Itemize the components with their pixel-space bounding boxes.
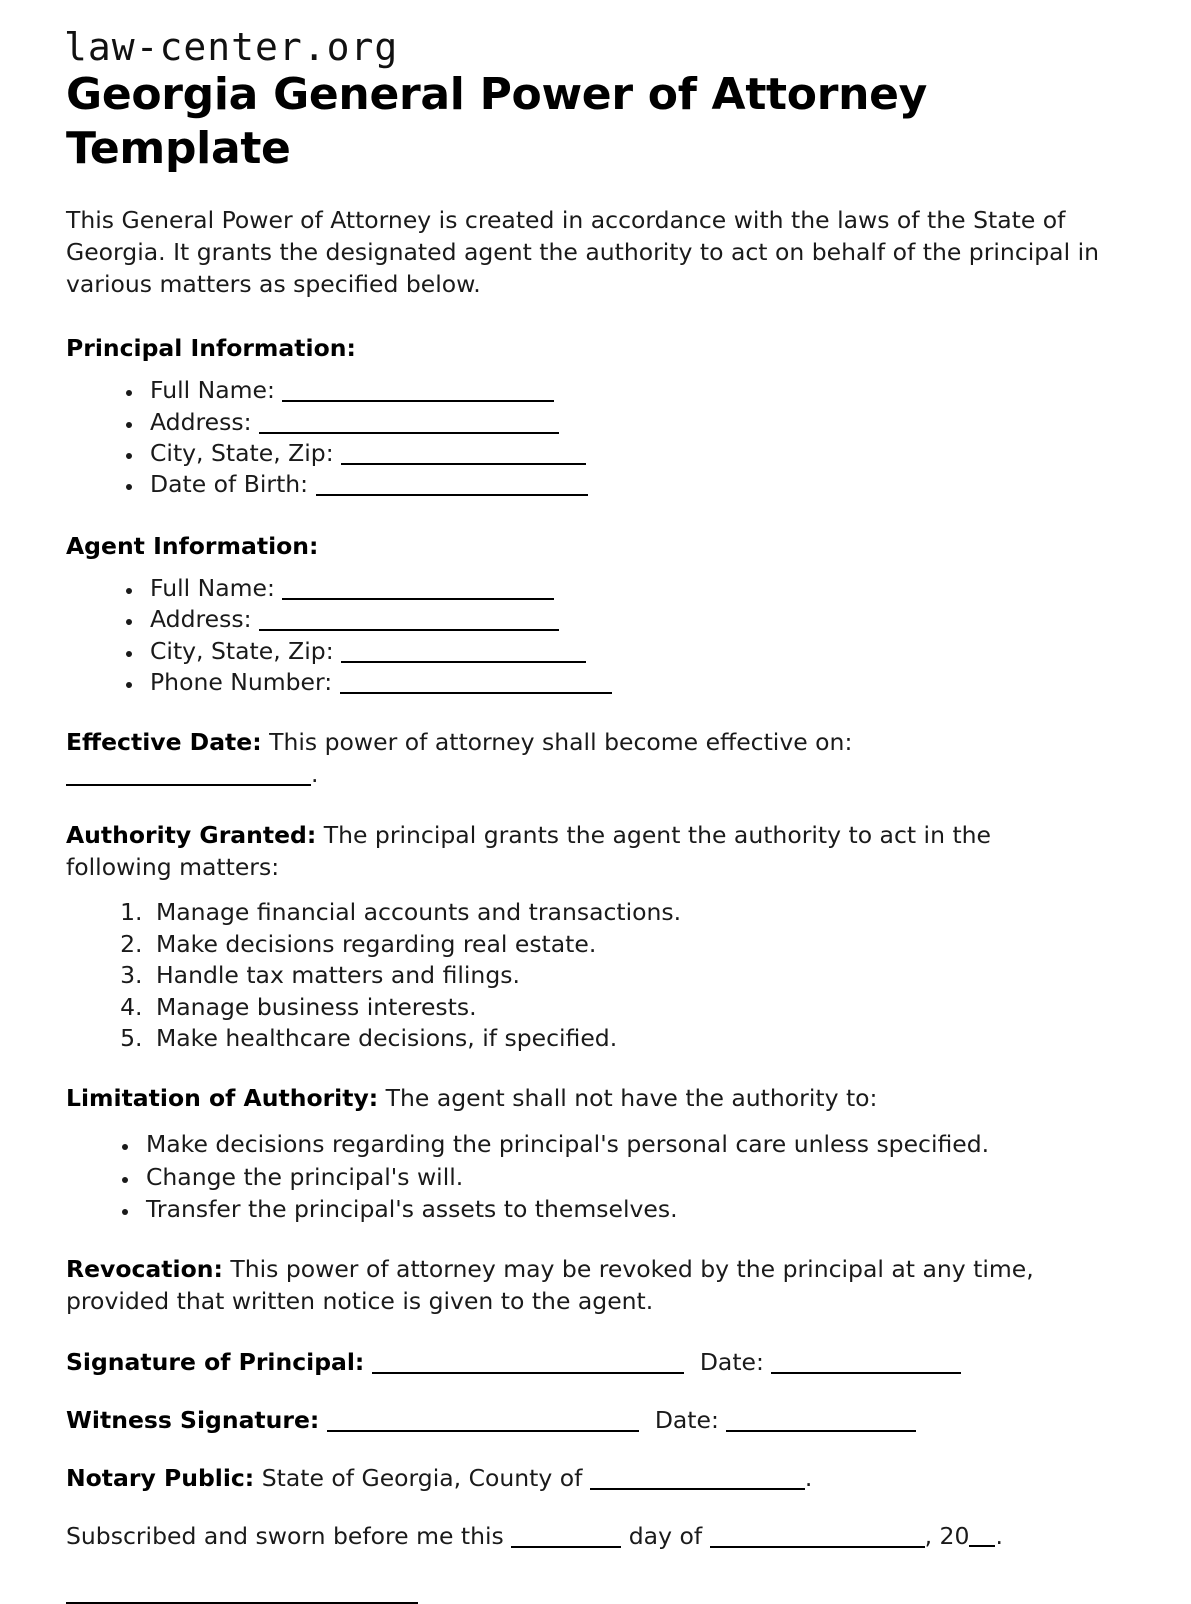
- site-name: law-center.org: [64, 25, 399, 69]
- sworn-prefix-text: Subscribed and sworn before me this: [66, 1521, 504, 1550]
- list-item: • Make decisions regarding the principal's personal care unless specified.: [140, 1130, 1121, 1158]
- city-state-zip-blank[interactable]: [341, 463, 586, 465]
- limitation-text: The agent shall not have the authority to:: [385, 1083, 878, 1112]
- effective-date-text: This power of attorney shall become effective on:: [269, 727, 853, 756]
- field-label: Address:: [150, 605, 252, 634]
- principal-date-blank[interactable]: [771, 1372, 961, 1374]
- agent-phone-number-blank[interactable]: [340, 692, 612, 694]
- sworn-month-blank[interactable]: [710, 1546, 925, 1548]
- sworn-middle-text: day of: [628, 1521, 703, 1550]
- signature-of-principal-row: [66, 1348, 1121, 1376]
- notary-trailing: .: [804, 1463, 813, 1492]
- list-item: • Transfer the principal's assets to themselves.: [140, 1195, 1121, 1223]
- list-item: [144, 439, 1121, 467]
- list-item: • Change the principal's will.: [140, 1163, 1121, 1191]
- field-label: City, State, Zip:: [150, 636, 334, 665]
- agent-city-state-zip-blank[interactable]: [341, 661, 586, 663]
- list-item: [144, 408, 1121, 436]
- limitation-label: Limitation of Authority:: [66, 1083, 379, 1112]
- principal-information-list: [62, 376, 1121, 499]
- authority-granted-list: [62, 898, 1121, 1052]
- notary-public-label: Notary Public:: [66, 1463, 255, 1492]
- list-item: [144, 637, 1121, 665]
- revocation-label: Revocation:: [66, 1254, 223, 1283]
- effective-date-paragraph: [66, 727, 1101, 791]
- full-name-blank[interactable]: [282, 400, 554, 402]
- witness-signature-label: Witness Signature:: [66, 1405, 320, 1434]
- notary-public-row: [66, 1464, 1121, 1492]
- list-item: [144, 376, 1121, 404]
- limitation-paragraph: [66, 1083, 1101, 1115]
- list-item: 1. Manage financial accounts and transactions.: [150, 898, 1121, 926]
- field-label: Phone Number:: [150, 668, 333, 697]
- revocation-text: This power of attorney may be revoked by the principal at any time, provided that written notice is given to the agent.: [66, 1254, 1034, 1315]
- sworn-statement-row: [66, 1522, 1121, 1550]
- witness-signature-blank[interactable]: [327, 1430, 639, 1432]
- list-item: [144, 605, 1121, 633]
- agent-full-name-blank[interactable]: [282, 598, 554, 600]
- effective-date-trailing: .: [311, 759, 319, 788]
- sworn-year-blank[interactable]: [969, 1545, 995, 1547]
- address-blank[interactable]: [259, 432, 559, 434]
- witness-date-blank[interactable]: [726, 1430, 916, 1432]
- list-item: [144, 668, 1121, 696]
- revocation-paragraph: [66, 1254, 1101, 1318]
- intro-paragraph: This General Power of Attorney is created in accordance with the laws of the State of Georgia. It grants the designated agent the authority to act on behalf of the principal in various matters as specified below.: [66, 206, 1100, 299]
- witness-date-label: Date:: [654, 1405, 719, 1434]
- agent-information-list: [62, 574, 1121, 697]
- limitation-list: [62, 1130, 1121, 1223]
- authority-granted-text: The principal grants the agent the authority to act in the following matters:: [66, 821, 992, 882]
- sworn-day-blank[interactable]: [511, 1546, 621, 1548]
- authority-granted-label: Authority Granted:: [66, 821, 317, 850]
- field-label: Address:: [150, 407, 252, 436]
- date-of-birth-blank[interactable]: [316, 494, 588, 496]
- effective-date-label: Effective Date:: [66, 727, 262, 756]
- witness-signature-row: [66, 1406, 1121, 1434]
- signature-of-principal-label: Signature of Principal:: [66, 1347, 365, 1376]
- principal-date-label: Date:: [699, 1347, 764, 1376]
- authority-granted-paragraph: [66, 820, 1101, 884]
- agent-address-blank[interactable]: [259, 629, 559, 631]
- sworn-year-prefix: , 20: [924, 1521, 970, 1550]
- list-item: [144, 574, 1121, 602]
- notary-public-text: State of Georgia, County of: [261, 1463, 583, 1492]
- field-label: Full Name:: [150, 573, 275, 602]
- field-label: City, State, Zip:: [150, 439, 334, 468]
- list-item: 5. Make healthcare decisions, if specified.: [150, 1024, 1121, 1052]
- principal-information-heading: Principal Information:: [66, 334, 356, 363]
- field-label: Full Name:: [150, 376, 275, 405]
- field-label: Date of Birth:: [150, 470, 309, 499]
- list-item: 2. Make decisions regarding real estate.: [150, 930, 1121, 958]
- list-item: 3. Handle tax matters and filings.: [150, 961, 1121, 989]
- effective-date-blank[interactable]: [66, 784, 311, 786]
- list-item: [144, 470, 1121, 498]
- list-item: 4. Manage business interests.: [150, 993, 1121, 1021]
- agent-information-heading: Agent Information:: [66, 531, 319, 560]
- signature-of-principal-blank[interactable]: [372, 1372, 684, 1374]
- page-title: Georgia General Power of Attorney Template: [66, 69, 928, 174]
- sworn-trailing: .: [995, 1521, 1003, 1550]
- notary-signature-blank[interactable]: [66, 1602, 418, 1604]
- notary-county-blank[interactable]: [590, 1488, 805, 1490]
